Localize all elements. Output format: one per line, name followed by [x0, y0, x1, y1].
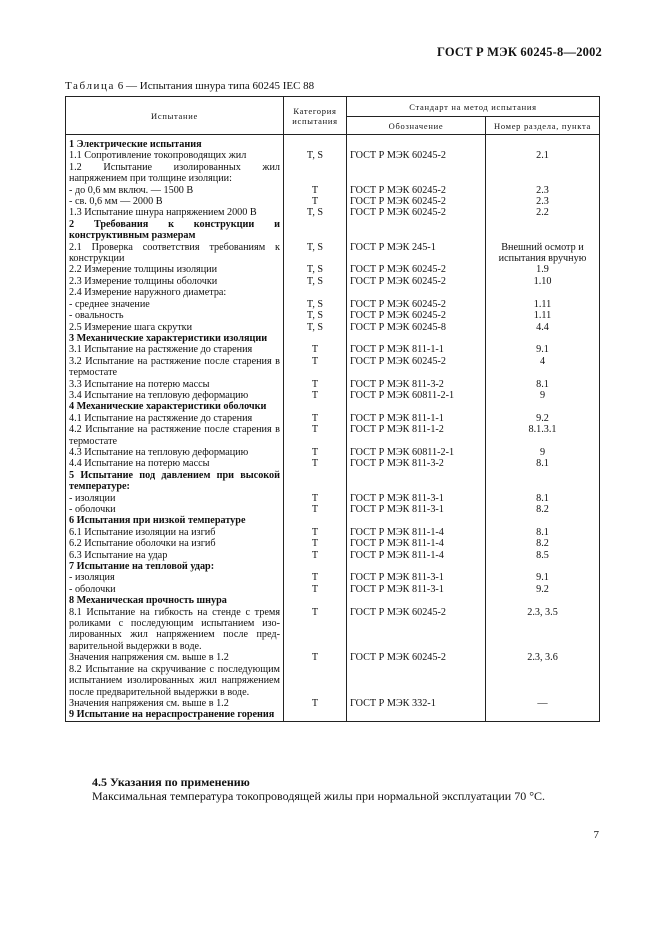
cell-section — [486, 135, 600, 151]
cell-section: 1.10 — [486, 276, 600, 287]
cell-category: T — [284, 504, 347, 515]
cell-designation: ГОСТ Р МЭК 332-1 — [347, 698, 486, 709]
cell-test: 9 Испытание на нераспространение горения — [66, 709, 284, 721]
cell-designation — [347, 219, 486, 242]
cell-section — [486, 709, 600, 721]
table-row — [66, 401, 600, 412]
cell-designation: ГОСТ Р МЭК 245-1 — [347, 242, 486, 265]
cell-designation: ГОСТ Р МЭК 811-1-4 — [347, 527, 486, 538]
table-row — [66, 527, 600, 538]
cell-category — [284, 470, 347, 493]
table-row — [66, 333, 600, 344]
cell-section: 9 — [486, 447, 600, 458]
table-row — [66, 652, 600, 663]
cell-category: T — [284, 390, 347, 401]
cell-section: 2.2 — [486, 207, 600, 218]
cell-test: Значения напряжения см. выше в 1.2 — [66, 652, 284, 663]
cell-category: T, S — [284, 322, 347, 333]
cell-test: 3.3 Испытание на потерю массы — [66, 379, 284, 390]
cell-designation: ГОСТ Р МЭК 811-1-4 — [347, 538, 486, 549]
cell-section: 8.1.3.1 — [486, 424, 600, 447]
table-row — [66, 356, 600, 379]
cell-test: - до 0,6 мм включ. — 1500 В — [66, 185, 284, 196]
cell-designation — [347, 470, 486, 493]
cell-section: 8.5 — [486, 550, 600, 561]
cell-section: 2.3, 3.6 — [486, 652, 600, 663]
cell-test: Значения напряжения см. выше в 1.2 — [66, 698, 284, 709]
table-body — [66, 135, 600, 722]
table-row — [66, 470, 600, 493]
cell-test: 7 Испытание на тепловой удар: — [66, 561, 284, 572]
header-section: Номер раздела, пункта — [486, 117, 600, 135]
cell-section: 2.3, 3.5 — [486, 607, 600, 653]
cell-category — [284, 287, 347, 298]
page-number: 7 — [593, 829, 599, 841]
table-row — [66, 242, 600, 265]
cell-category: T — [284, 698, 347, 709]
cell-test: - оболочки — [66, 584, 284, 595]
cell-section: 1.11 — [486, 310, 600, 321]
cell-category: T — [284, 196, 347, 207]
cell-designation: ГОСТ Р МЭК 811-1-1 — [347, 413, 486, 424]
table-row — [66, 572, 600, 583]
cell-designation — [347, 515, 486, 526]
cell-test: 1.1 Сопротивление токопроводящих жил — [66, 150, 284, 161]
cell-category — [284, 561, 347, 572]
header-test: Испытание — [66, 97, 284, 135]
header-standard: Стандарт на метод испытания — [347, 97, 600, 117]
cell-section — [486, 595, 600, 606]
cell-section — [486, 401, 600, 412]
cell-designation: ГОСТ Р МЭК 811-3-1 — [347, 504, 486, 515]
table-row — [66, 595, 600, 606]
cell-designation: ГОСТ Р МЭК 811-1-2 — [347, 424, 486, 447]
table-row — [66, 447, 600, 458]
cell-section — [486, 561, 600, 572]
cell-category: T, S — [284, 264, 347, 275]
cell-test: 1 Электрические испытания — [66, 135, 284, 151]
cell-section: 4.4 — [486, 322, 600, 333]
cell-category: T, S — [284, 242, 347, 265]
cell-test: - среднее значение — [66, 299, 284, 310]
cell-section — [486, 515, 600, 526]
cell-test: 4 Механические характеристики оболочки — [66, 401, 284, 412]
table-row — [66, 607, 600, 653]
cell-test: 2.2 Измерение толщины изоляции — [66, 264, 284, 275]
cell-section: 2.3 — [486, 185, 600, 196]
table-row — [66, 322, 600, 333]
table-row — [66, 264, 600, 275]
table-row — [66, 207, 600, 218]
table-row — [66, 664, 600, 698]
cell-category: T — [284, 344, 347, 355]
cell-designation — [347, 664, 486, 698]
table-row — [66, 276, 600, 287]
cell-category: T, S — [284, 310, 347, 321]
cell-designation — [347, 333, 486, 344]
cell-test: 4.2 Испытание на растяжение после старения в термостате — [66, 424, 284, 447]
cell-section: 8.1 — [486, 493, 600, 504]
table-row — [66, 150, 600, 161]
cell-category: T — [284, 493, 347, 504]
cell-section: 1.11 — [486, 299, 600, 310]
cell-test: - овальность — [66, 310, 284, 321]
cell-designation: ГОСТ Р МЭК 60245-2 — [347, 207, 486, 218]
cell-test: - оболочки — [66, 504, 284, 515]
cell-designation: ГОСТ Р МЭК 60811-2-1 — [347, 447, 486, 458]
cell-section: 8.1 — [486, 527, 600, 538]
cell-test: 3 Механические характеристики изоляции — [66, 333, 284, 344]
cell-section: 9.1 — [486, 572, 600, 583]
cell-category — [284, 515, 347, 526]
cell-designation: ГОСТ Р МЭК 811-3-2 — [347, 458, 486, 469]
cell-section — [486, 333, 600, 344]
table-row — [66, 185, 600, 196]
table-row — [66, 538, 600, 549]
cell-section: 2.3 — [486, 196, 600, 207]
cell-designation — [347, 401, 486, 412]
cell-designation — [347, 135, 486, 151]
cell-category: T — [284, 458, 347, 469]
table-row — [66, 162, 600, 185]
cell-category: T — [284, 413, 347, 424]
document-header: ГОСТ Р МЭК 60245-8—2002 — [437, 45, 602, 59]
cell-designation — [347, 595, 486, 606]
table-caption-text: 6 — Испытания шнура типа 60245 IEC 88 — [115, 80, 315, 92]
cell-category — [284, 219, 347, 242]
table-row — [66, 698, 600, 709]
table-row — [66, 135, 600, 151]
cell-category — [284, 664, 347, 698]
cell-test: 2.4 Измерение наружного диаметра: — [66, 287, 284, 298]
table-row — [66, 344, 600, 355]
cell-designation: ГОСТ Р МЭК 811-1-4 — [347, 550, 486, 561]
cell-test: - изоляции — [66, 493, 284, 504]
cell-category — [284, 401, 347, 412]
cell-category: T — [284, 584, 347, 595]
cell-designation: ГОСТ Р МЭК 60245-2 — [347, 196, 486, 207]
cell-designation: ГОСТ Р МЭК 811-3-1 — [347, 572, 486, 583]
cell-test: 6.2 Испытание оболочки на изгиб — [66, 538, 284, 549]
table-caption — [65, 80, 314, 92]
cell-section: 9.2 — [486, 413, 600, 424]
cell-test: 1.3 Испытание шнура напряжением 2000 В — [66, 207, 284, 218]
cell-designation: ГОСТ Р МЭК 811-3-2 — [347, 379, 486, 390]
cell-section: 8.2 — [486, 538, 600, 549]
cell-section: 2.1 — [486, 150, 600, 161]
cell-test: 4.3 Испытание на тепловую деформацию — [66, 447, 284, 458]
cell-category: T — [284, 538, 347, 549]
cell-category: T — [284, 379, 347, 390]
cell-designation: ГОСТ Р МЭК 60245-2 — [347, 652, 486, 663]
cell-test: - изоляция — [66, 572, 284, 583]
cell-category: T — [284, 652, 347, 663]
cell-test: 2.5 Измерение шага скрутки — [66, 322, 284, 333]
table-row — [66, 561, 600, 572]
cell-category — [284, 709, 347, 721]
cell-designation: ГОСТ Р МЭК 60245-2 — [347, 356, 486, 379]
cell-test: 3.4 Испытание на тепловую деформацию — [66, 390, 284, 401]
tests-table — [65, 96, 600, 722]
cell-designation — [347, 709, 486, 721]
cell-section: 8.1 — [486, 458, 600, 469]
table-row — [66, 515, 600, 526]
cell-section — [486, 162, 600, 185]
table-row — [66, 310, 600, 321]
table-caption-label: Таблица — [65, 80, 115, 92]
cell-category — [284, 162, 347, 185]
cell-test: 5 Испытание под давлением при высокой температуре: — [66, 470, 284, 493]
cell-category: T — [284, 447, 347, 458]
header-designation: Обозначение — [347, 117, 486, 135]
cell-section: 8.1 — [486, 379, 600, 390]
table-row — [66, 219, 600, 242]
cell-section: — — [486, 698, 600, 709]
cell-designation: ГОСТ Р МЭК 60245-2 — [347, 299, 486, 310]
cell-category: T — [284, 607, 347, 653]
cell-designation: ГОСТ Р МЭК 60245-8 — [347, 322, 486, 333]
cell-designation: ГОСТ Р МЭК 811-1-1 — [347, 344, 486, 355]
cell-designation: ГОСТ Р МЭК 60811-2-1 — [347, 390, 486, 401]
cell-section: 1.9 — [486, 264, 600, 275]
cell-category: T — [284, 356, 347, 379]
cell-section: 4 — [486, 356, 600, 379]
table-row — [66, 584, 600, 595]
cell-category: T — [284, 527, 347, 538]
cell-designation: ГОСТ Р МЭК 60245-2 — [347, 310, 486, 321]
header-category: Категория испытания — [284, 97, 347, 135]
cell-test: 2.1 Проверка соответствия требованиям к конструкции — [66, 242, 284, 265]
cell-test: - св. 0,6 мм — 2000 В — [66, 196, 284, 207]
cell-category: T, S — [284, 276, 347, 287]
cell-category — [284, 595, 347, 606]
cell-category: T — [284, 550, 347, 561]
table-row — [66, 413, 600, 424]
table-row — [66, 424, 600, 447]
section-heading: 4.5 Указания по применению — [92, 775, 250, 789]
cell-test: 3.1 Испытание на растяжение до старения — [66, 344, 284, 355]
cell-designation: ГОСТ Р МЭК 811-3-1 — [347, 584, 486, 595]
cell-section — [486, 664, 600, 698]
cell-test: 6.1 Испытание изоляции на изгиб — [66, 527, 284, 538]
cell-designation: ГОСТ Р МЭК 60245-2 — [347, 607, 486, 653]
cell-category: T — [284, 185, 347, 196]
table-row — [66, 287, 600, 298]
cell-designation — [347, 287, 486, 298]
cell-designation: ГОСТ Р МЭК 60245-2 — [347, 276, 486, 287]
cell-category: T, S — [284, 150, 347, 161]
cell-designation — [347, 561, 486, 572]
cell-category — [284, 333, 347, 344]
table-row — [66, 458, 600, 469]
cell-section — [486, 287, 600, 298]
cell-category — [284, 135, 347, 151]
cell-designation — [347, 162, 486, 185]
cell-test: 4.4 Испытание на потерю массы — [66, 458, 284, 469]
cell-test: 8.2 Испытание на скручивание с последующим испытанием изолированных жил напряжением после предварительной выдержки в воде. — [66, 664, 284, 698]
cell-section — [486, 219, 600, 242]
table-row — [66, 550, 600, 561]
table-row — [66, 196, 600, 207]
cell-category: T, S — [284, 207, 347, 218]
cell-section: 9.2 — [486, 584, 600, 595]
table-row — [66, 709, 600, 721]
cell-section — [486, 470, 600, 493]
cell-category: T, S — [284, 299, 347, 310]
table-row — [66, 299, 600, 310]
table-row — [66, 390, 600, 401]
cell-test: 3.2 Испытание на растяжение после старения в термостате — [66, 356, 284, 379]
table-row — [66, 504, 600, 515]
cell-category: T — [284, 572, 347, 583]
cell-test: 2.3 Измерение толщины оболочки — [66, 276, 284, 287]
cell-designation: ГОСТ Р МЭК 60245-2 — [347, 264, 486, 275]
cell-category: T — [284, 424, 347, 447]
cell-section: 9.1 — [486, 344, 600, 355]
cell-test: 4.1 Испытание на растяжение до старения — [66, 413, 284, 424]
table-row — [66, 493, 600, 504]
cell-section: 8.2 — [486, 504, 600, 515]
cell-test: 2 Требования к конструкции и конструктивным размерам — [66, 219, 284, 242]
section-text: Максимальная температура токопроводящей жилы при нормальной эксплуатации 70 °С. — [92, 789, 546, 803]
cell-section: 9 — [486, 390, 600, 401]
table-row — [66, 379, 600, 390]
cell-designation: ГОСТ Р МЭК 811-3-1 — [347, 493, 486, 504]
cell-test: 6 Испытания при низкой температуре — [66, 515, 284, 526]
cell-test: 6.3 Испытание на удар — [66, 550, 284, 561]
cell-test: 8.1 Испытание на гибкость на стенде с тремя роликами с последующим испытанием изо- лированных жил напряжением после пред- варительной выдержки в воде. — [66, 607, 284, 653]
cell-designation: ГОСТ Р МЭК 60245-2 — [347, 185, 486, 196]
cell-section: Внешний осмотр и испытания вручную — [486, 242, 600, 265]
cell-test: 8 Механическая прочность шнура — [66, 595, 284, 606]
cell-designation: ГОСТ Р МЭК 60245-2 — [347, 150, 486, 161]
cell-test: 1.2 Испытание изолированных жил напряжением при толщине изоляции: — [66, 162, 284, 185]
